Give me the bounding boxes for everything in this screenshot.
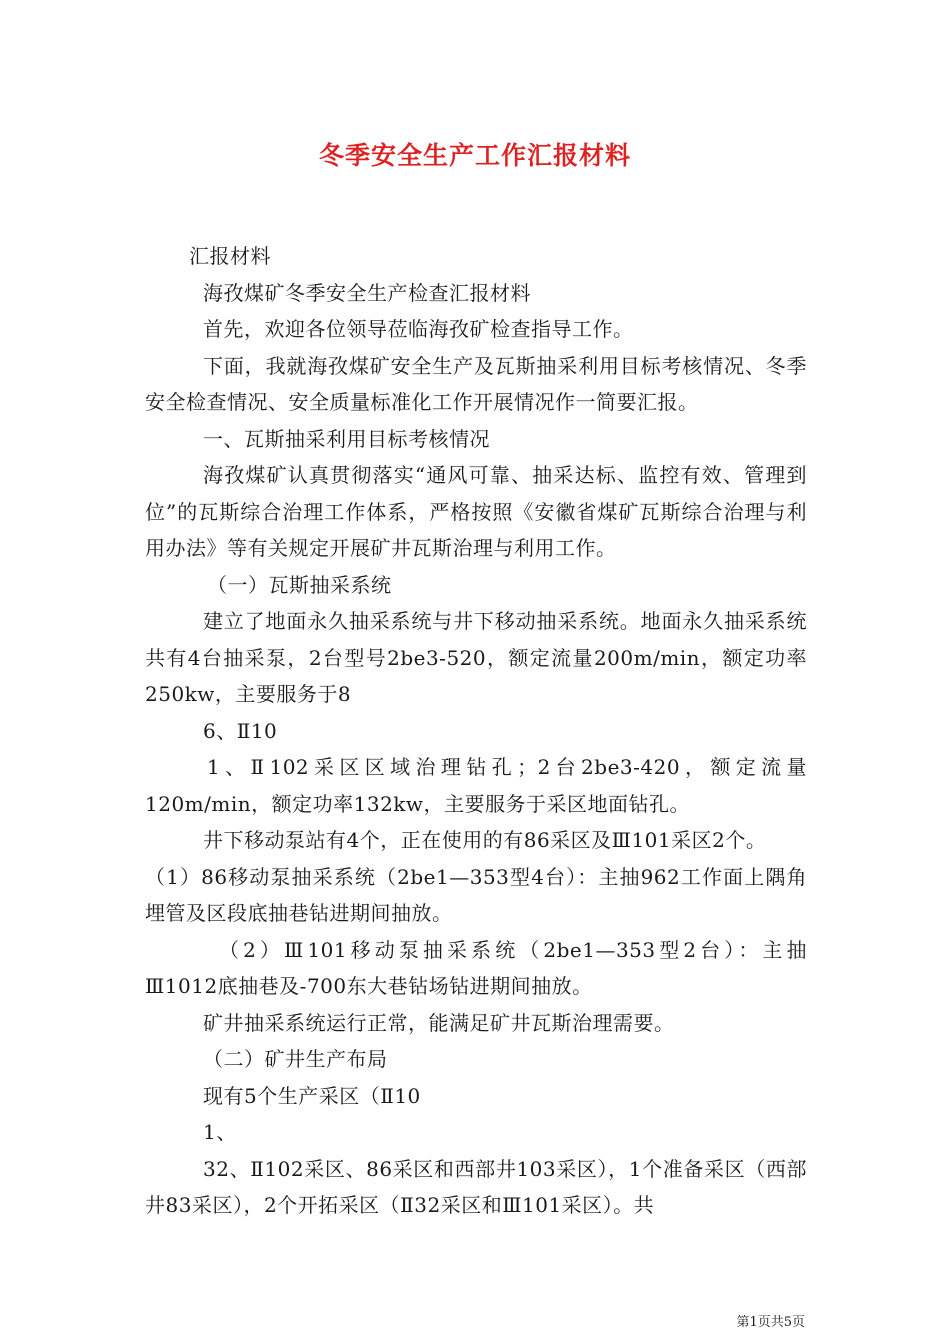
paragraph-86-system: （1）86移动泵抽采系统（2be1—353型4台）：主抽962工作面上隅角埋管及区段底抽巷钻进期间抽放。 [145, 864, 807, 925]
document-body [145, 238, 807, 1224]
paragraph-areas-detail: 32、Ⅱ102采区、86采区和西部井103采区），1个准备采区（西部井83采区），2个开拓采区（Ⅱ32采区和Ⅲ101采区）。共 [145, 1156, 807, 1217]
paragraph-welcome: 首先，欢迎各位领导莅临海孜矿检查指导工作。 [203, 317, 634, 341]
section-heading-1: 一、瓦斯抽采利用目标考核情况 [203, 426, 490, 451]
paragraph-system-status: 矿井抽采系统运行正常，能满足矿井瓦斯治理需要。 [203, 1010, 675, 1035]
paragraph-fragment-1: 6、Ⅱ10 [203, 718, 278, 743]
paragraph-fragment-2: 1、 [203, 1120, 237, 1144]
subsection-heading-layout: （二）矿井生产布局 [203, 1047, 388, 1071]
paragraph-gas-governance: 海孜煤矿认真贯彻落实“通风可靠、抽采达标、监控有效、管理到位”的瓦斯综合治理工作体系，严格按照《安徽省煤矿瓦斯综合治理与利用办法》等有关规定开展矿井瓦斯治理与利用工作。 [145, 463, 807, 560]
paragraph-production-areas: 现有5个生产采区（Ⅱ10 [203, 1083, 421, 1108]
paragraph-drilling: 1、Ⅱ102采区区域治理钻孔；2台2be3-420，额定流量120m/min，额定功率132kw，主要服务于采区地面钻孔。 [145, 755, 807, 816]
paragraph-mobile-stations: 井下移动泵站有4个，正在使用的有86采区及Ⅲ101采区2个。 [203, 828, 767, 852]
paragraph-iii101-system: （2）Ⅲ101移动泵抽采系统（2be1—353型2台）：主抽Ⅲ1012底抽巷及-700东大巷钻场钻进期间抽放。 [145, 937, 807, 998]
paragraph-subtitle: 海孜煤矿冬季安全生产检查汇报材料 [203, 280, 531, 305]
subsection-heading-gas-system: （一）瓦斯抽采系统 [207, 572, 392, 597]
document-title: 冬季安全生产工作汇报材料 [318, 141, 631, 170]
paragraph-report-label: 汇报材料 [189, 244, 271, 268]
paragraph-surface-system: 建立了地面永久抽采系统与井下移动抽采系统。地面永久抽采系统共有4台抽采泵，2台型号2be3-520，额定流量200m/min，额定功率250kw，主要服务于8 [145, 609, 807, 706]
paragraph-intro: 下面，我就海孜煤矿安全生产及瓦斯抽采利用目标考核情况、冬季安全检查情况、安全质量标准化工作开展情况作一简要汇报。 [145, 353, 807, 414]
page-number-footer: 第1页共5页 [736, 1315, 805, 1330]
